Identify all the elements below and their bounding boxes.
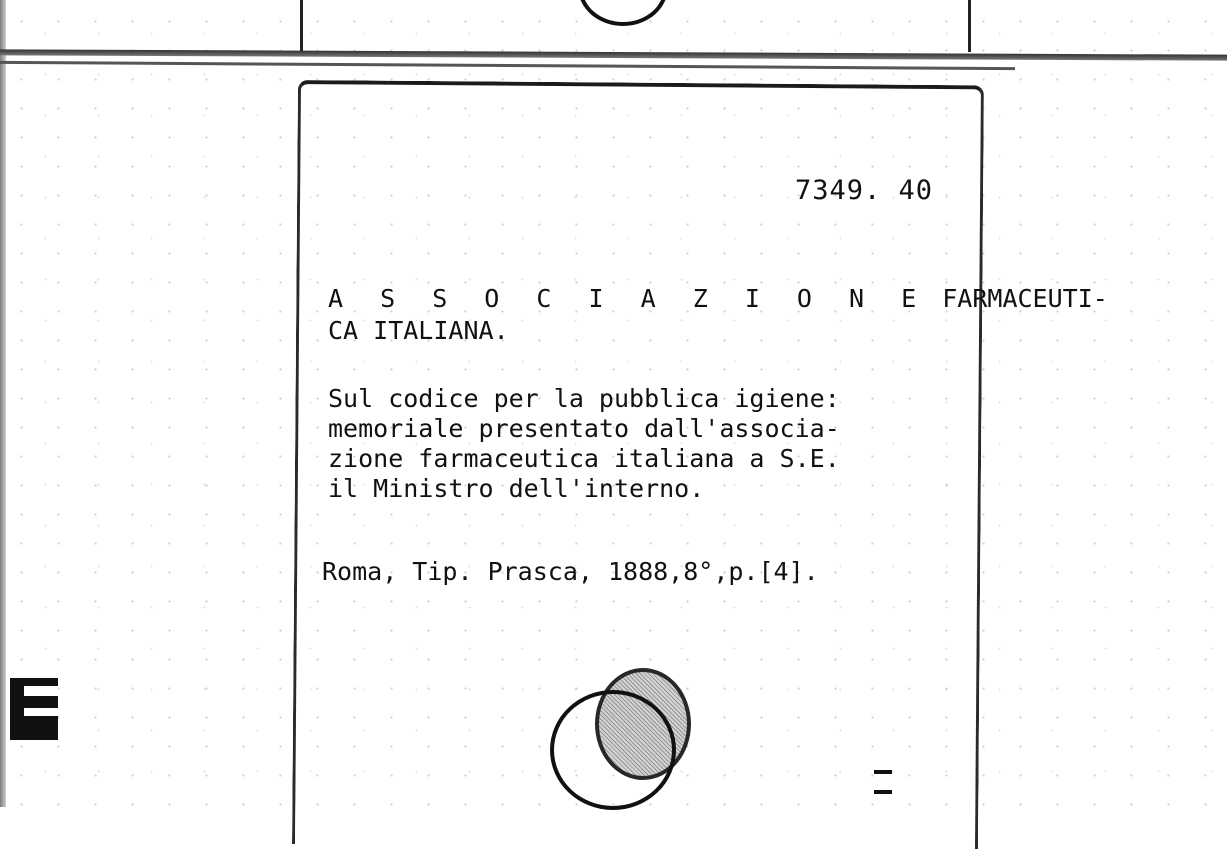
subject-line: Sul codice per la pubblica igiene: [328,384,840,413]
card-subject [328,384,968,504]
edge-tick [874,770,892,774]
edge-tick [874,790,892,794]
title-line-1-rest: FARMACEUTI- [927,284,1108,313]
shelf-number: 7349. 40 [795,175,934,206]
card-title [328,283,1108,347]
tab-marker [10,678,58,740]
title-line-1 [328,283,1108,315]
card-imprint: Roma, Tip. Prasca, 1888,8°,p.[4]. [322,557,819,586]
title-spaced-word: A S S O C I A Z I O N E [328,284,928,313]
title-line-2: CA ITALIANA. [328,316,509,345]
subject-line: il Ministro dell'interno. [328,474,705,503]
left-edge-shadow [0,0,6,807]
subject-line: memoriale presentato dall'associa- [328,414,840,443]
subject-line: zione farmaceutica italiana a S.E. [328,444,840,473]
punch-hole [550,690,676,810]
